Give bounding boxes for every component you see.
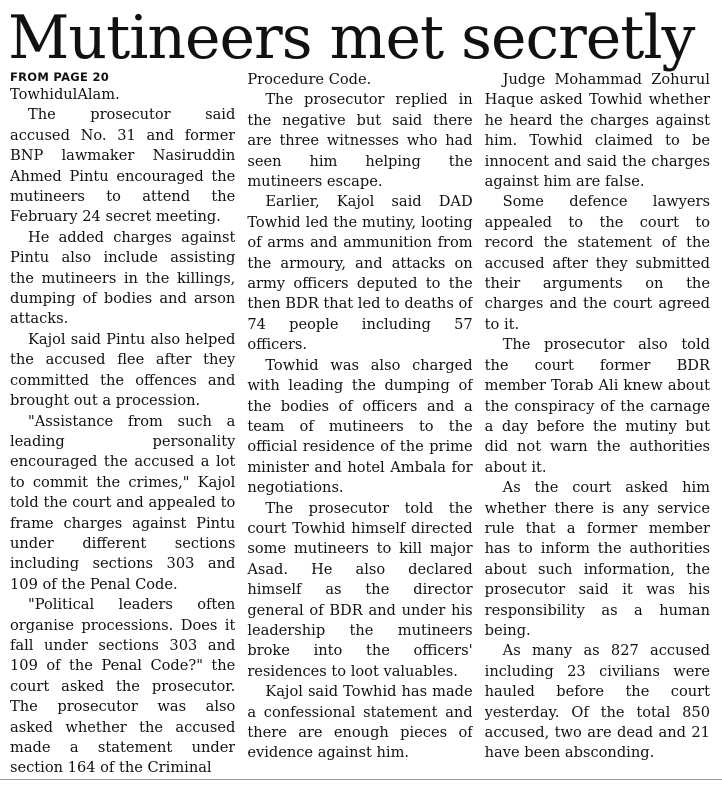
paragraph: Kajol said Pintu also helped the accused flee after they committed the offences and brought out a procession. — [10, 330, 236, 410]
paragraph: "Assistance from such a leading personality encouraged the accused a lot to commit the crimes," Kajol told the court and appealed to frame charges against Pintu under different sections including sections 303 and 109 of the Penal Code. — [10, 412, 236, 593]
column-3 — [485, 70, 710, 775]
paragraph: As the court asked him whether there is any service rule that a former member has to inform the authorities about such information, the prosecutor said it was his responsibility as a human being. — [484, 479, 710, 639]
kicker: FROM PAGE 20 — [10, 70, 110, 84]
paragraph: Procedure Code. — [247, 71, 372, 88]
paragraph: "Political leaders often organise processions. Does it fall under sections 303 and 109 of the Penal Code?" the court asked the prosecutor. The prosecutor was also asked whether the accused made a statement under section 164 of the Criminal — [10, 596, 236, 775]
bottom-rule — [0, 779, 722, 780]
paragraph: TowhidulAlam. — [10, 86, 120, 103]
paragraph: As many as 827 accused including 23 civilians were hauled before the court yesterday. Of the total 850 accused, two are dead and 21 have been absconding. — [484, 642, 710, 762]
paragraph: The prosecutor also told the court former BDR member Torab Ali knew about the conspiracy of the carnage a day before the mutiny but did not warn the authorities about it. — [484, 336, 710, 476]
paragraph: The prosecutor told the court Towhid himself directed some mutineers to kill major Asad. He also declared himself as the director general of BDR and under his leadership the mutineers broke into the officers' residences to loot valuables. — [247, 499, 473, 680]
article-body — [10, 70, 710, 775]
paragraph: Kajol said Towhid has made a confessional statement and there are enough pieces of evidence against him. — [247, 683, 473, 762]
column-2 — [247, 70, 472, 775]
paragraph: The prosecutor replied in the negative but said there are three witnesses who had seen him helping the mutineers escape. — [247, 91, 473, 191]
headline: Mutineers met secretly — [8, 3, 695, 73]
paragraph: He added charges against Pintu also include assisting the mutineers in the killings, dumping of bodies and arson attacks. — [10, 228, 236, 328]
paragraph: Judge Mohammad Zohurul Haque asked Towhid whether he heard the charges against him. Towhid claimed to be innocent and said the charges against him are false. — [484, 71, 710, 191]
paragraph: Some defence lawyers appealed to the court to record the statement of the accused after they submitted their arguments on the charges and the court agreed to it. — [484, 193, 710, 333]
paragraph: The prosecutor said accused No. 31 and former BNP lawmaker Nasiruddin Ahmed Pintu encouraged the mutineers to attend the February 24 secret meeting. — [10, 106, 236, 226]
column-1 — [10, 70, 235, 775]
paragraph: Towhid was also charged with leading the dumping of the bodies of officers and a team of mutineers to the official residence of the prime minister and hotel Ambala for negotiations. — [247, 356, 473, 497]
paragraph: Earlier, Kajol said DAD Towhid led the mutiny, looting of arms and ammunition from the armoury, and attacks on army officers deputed to the then BDR that led to deaths of 74 people including 57 officers. — [247, 193, 473, 354]
